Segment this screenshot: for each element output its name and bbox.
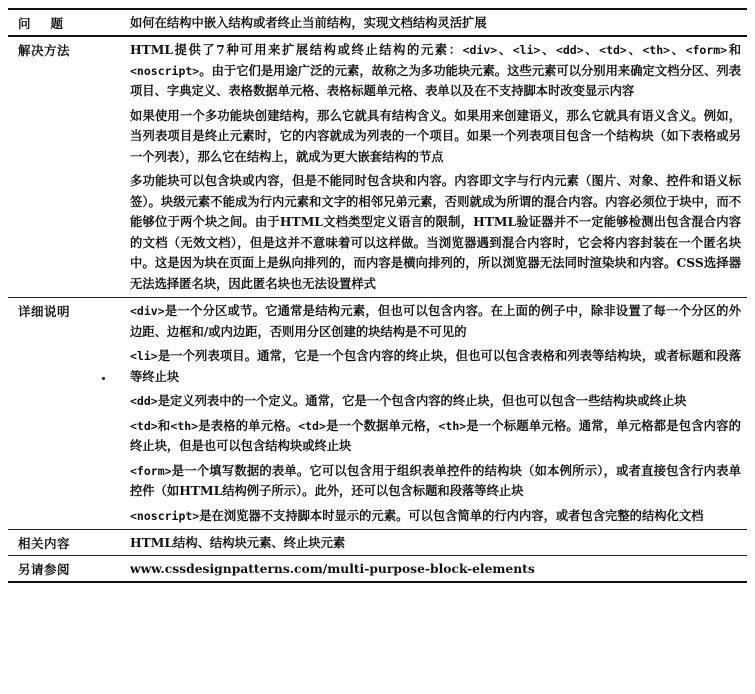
solution-paragraph-3: 多功能块可以包含块或内容，但是不能同时包含块和内容。内容即文字与行内元素（图片、对象、控件和语义标签）。块级元素不能成为行内元素和文字的相邻兄弟元素，否则就成为所谓的混合内容。内容必须位于块中，而不能够位于两个块之间。由于HTML文档类型定义语言的限制，HTML验证器并不一定能够检测出包含混合内容的文档（无效文档），但是这并不意味着可以这样做。当浏览器遇到混合内容时，它会将内容封装在一个匿名块中。这是因为块在页面上是纵向排列的，而内容是横向排列的，所以浏览器无法同时渲染块和内容。CSS选择器无法选择匿名块，因此匿名块也无法设置样式	[130, 173, 741, 291]
content-solution	[122, 36, 747, 298]
tag-div: <div>	[462, 43, 498, 57]
content-problem	[122, 9, 747, 36]
pattern-table	[8, 8, 747, 583]
tag-noscript: <noscript>	[130, 63, 200, 78]
label-related: 相关内容	[18, 536, 71, 551]
row-details	[8, 298, 747, 530]
row-problem	[8, 9, 747, 36]
detail-item-div: <div>是一个分区或节。它通常是结构元素，但也可以包含内容。在上面的例子中，除非设置了每一个分区的外边距、边框和/或内边距，否则用分区创建的块结构是不可见的	[130, 303, 741, 339]
content-related	[122, 530, 747, 556]
label-problem: 问题	[18, 16, 84, 31]
label-details: 详细说明	[18, 304, 71, 319]
detail-item-form: <form>是一个填写数据的表单。它可以包含用于组织表单控件的结构块（如本例所示），或者直接包含行内表单控件（如HTML结构例子所示）。此外，还可以包含标题和段落等终止块	[130, 462, 741, 498]
detail-item-li: <li>是一个列表项目。通常，它是一个包含内容的终止块，但也可以包含表格和列表等结构块，或者标题和段落等终止块	[130, 348, 741, 384]
tag-li: <li>	[512, 43, 541, 57]
scan-speck	[102, 377, 105, 380]
tag-dd: <dd>	[555, 43, 584, 57]
pattern-page	[8, 8, 747, 583]
row-solution	[8, 36, 747, 298]
problem-text: 如何在结构中嵌入结构或者终止当前结构，实现文档结构灵活扩展	[130, 15, 487, 30]
related-text: HTML结构、结构块元素、终止块元素	[130, 535, 346, 550]
see-also-link: www.cssdesignpatterns.com/multi-purpose-block-elements	[130, 561, 535, 576]
tag-form: <form>	[685, 43, 728, 57]
row-see-also	[8, 556, 747, 583]
detail-item-dd: <dd>是定义列表中的一个定义。通常，它是一个包含内容的终止块，但也可以包含一些结构块或终止块	[130, 393, 687, 408]
content-details	[122, 298, 747, 530]
solution-paragraph-2: 如果使用一个多功能块创建结构，那么它就具有结构含义。如果用来创建语义，那么它就具有语义含义。例如，当列表项目是终止元素时，它的内容就成为列表的一个项目。如果一个列表项目包含一个结构块（如下表格或另一个列表），那么它在结构上，就成为更大嵌套结构的节点	[130, 107, 741, 164]
row-related	[8, 530, 747, 556]
solution-paragraph-1: HTML提供了7种可用来扩展结构或终止结构的元素：<div>、<li>、<dd>、<td>、<th>、<form>和<noscript>。由于它们是用途广泛的元素，故称之为多功能块元素。这些元素可以分别用来确定文档分区、列表项目、字典定义、表格数据单元格、表格标题单元格、表单以及在不支持脚本时改变显示内容	[130, 42, 741, 98]
detail-item-noscript: <noscript>是在浏览器不支持脚本时显示的元素。可以包含简单的行内内容，或者包含完整的结构化文档	[130, 507, 704, 523]
tag-th: <th>	[642, 43, 671, 57]
label-solution: 解决方法	[18, 43, 71, 58]
content-see-also	[122, 556, 747, 583]
tag-td: <td>	[599, 43, 627, 57]
detail-item-td-th: <td>和<th>是表格的单元格。<td>是一个数据单元格，<th>是一个标题单元格。通常，单元格都是包含内容的终止块，但是也可以包含结构块或终止块	[130, 417, 741, 453]
label-see-also: 另请参阅	[18, 562, 71, 577]
